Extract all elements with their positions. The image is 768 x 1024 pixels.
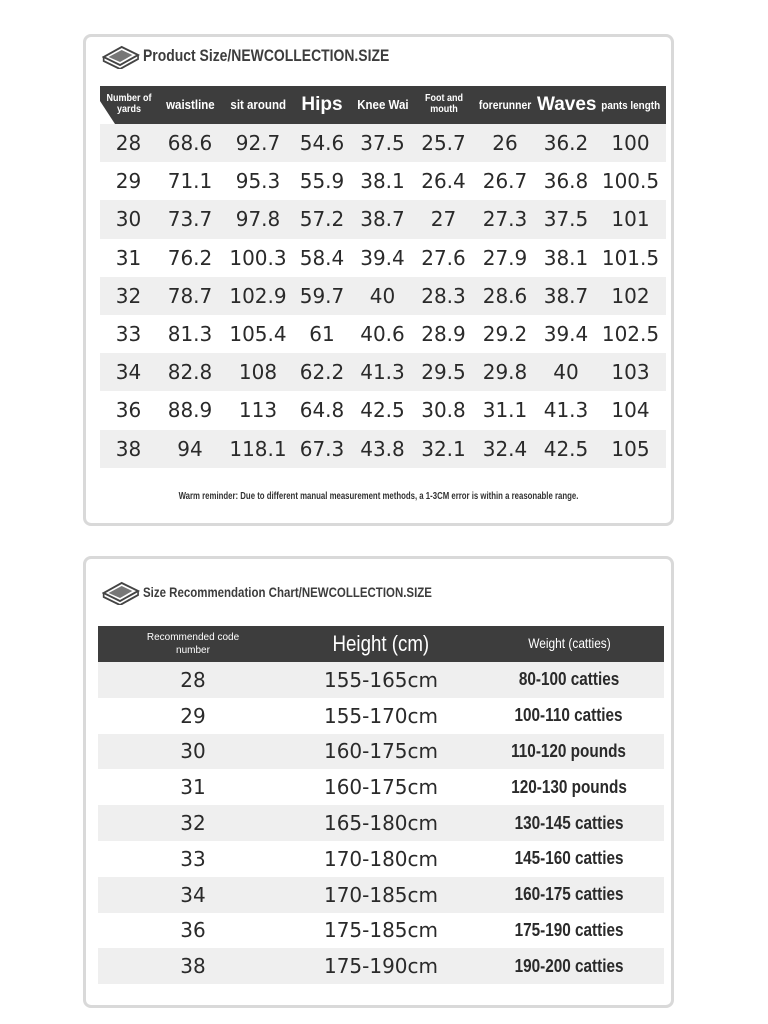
table-cell: 54.6 <box>293 124 351 162</box>
cell-text: 155-170cm <box>323 703 439 728</box>
table-cell: 67.3 <box>293 430 351 468</box>
cell-text: 34 <box>180 882 206 907</box>
table-cell: 88.9 <box>167 398 213 423</box>
table-cell: 105.4 <box>229 322 287 347</box>
table-row <box>100 277 666 315</box>
cell-text: 130-145 catties <box>514 812 624 833</box>
table-cell: 27.3 <box>473 200 537 238</box>
table-cell: 30.8 <box>421 398 466 423</box>
cell-text: 170-180cm <box>323 846 439 871</box>
table-cell: 40.6 <box>360 322 405 347</box>
table-cell: 118.1 <box>223 430 293 468</box>
header-recommended-code: Recommended code number <box>98 626 288 662</box>
table-cell: 76.2 <box>167 245 213 270</box>
table-cell: 104 <box>611 398 650 423</box>
header-foot-and-mouth: Foot and mouth <box>414 86 473 124</box>
table-row <box>98 698 664 734</box>
table-row <box>98 877 664 913</box>
cell-text: 31 <box>180 775 206 800</box>
table-row <box>98 734 664 770</box>
table-cell <box>98 698 288 734</box>
table-cell: 30 <box>100 200 157 238</box>
table-cell: 32.1 <box>414 430 473 468</box>
table-cell: 95.3 <box>235 169 281 194</box>
cell-text: 190-200 catties <box>514 955 624 976</box>
table-cell: 81.3 <box>167 322 213 347</box>
table-row <box>98 662 664 698</box>
header-height: Height (cm) <box>288 626 474 662</box>
table-row <box>98 913 664 949</box>
table-cell <box>474 913 664 949</box>
table-cell <box>288 734 474 770</box>
table-cell <box>288 877 474 913</box>
cell-text: 33 <box>180 846 206 871</box>
table-cell <box>288 913 474 949</box>
table-cell: 39.4 <box>360 245 405 270</box>
table-cell: 97.8 <box>223 200 293 238</box>
header-weight: Weight (catties) <box>474 626 664 662</box>
table-cell <box>98 662 288 698</box>
table-cell: 26 <box>473 124 537 162</box>
table-cell: 27.9 <box>482 245 528 270</box>
cell-text: 38 <box>180 954 206 979</box>
table-cell: 29 <box>115 169 142 194</box>
table-cell <box>288 841 474 877</box>
table-cell: 102.9 <box>223 277 293 315</box>
table-cell: 26.4 <box>421 169 466 194</box>
table-cell: 103 <box>595 353 666 391</box>
table-cell: 36.2 <box>537 124 595 162</box>
cell-text: 160-175cm <box>323 739 439 764</box>
table-cell: 68.6 <box>157 124 223 162</box>
table-row <box>98 769 664 805</box>
table-cell: 37.5 <box>537 200 595 238</box>
cell-text: 160-175cm <box>323 775 439 800</box>
table-cell: 34 <box>100 353 157 391</box>
table-cell: 28.6 <box>473 277 537 315</box>
size-chart-title: Product Size/NEWCOLLECTION.SIZE <box>143 46 390 65</box>
table-cell: 100 <box>595 124 666 162</box>
table-cell: 57.2 <box>293 200 351 238</box>
book-icon <box>102 579 140 605</box>
table-cell <box>288 698 474 734</box>
table-cell: 62.2 <box>293 353 351 391</box>
table-cell: 33 <box>115 322 142 347</box>
recommendation-title: Size Recommendation Chart/NEWCOLLECTION.SIZE <box>143 584 432 600</box>
table-row <box>100 162 666 200</box>
table-cell <box>98 877 288 913</box>
table-cell: 71.1 <box>167 169 213 194</box>
header-number-of-yards: Number of yards <box>100 86 157 124</box>
table-cell: 31 <box>115 245 142 270</box>
header-forerunner: forerunner <box>473 86 537 124</box>
measurement-reminder: Warm reminder: Due to different manual measurement methods, a 1-3CM error is within a reasonable range. <box>178 491 579 502</box>
size-chart-title-row <box>102 43 389 69</box>
cell-text: 28 <box>180 667 206 692</box>
table-cell: 38.7 <box>351 200 414 238</box>
header-hips: Hips <box>293 86 351 124</box>
table-cell: 100.3 <box>229 245 287 270</box>
table-cell: 28 <box>100 124 157 162</box>
table-cell: 42.5 <box>537 430 595 468</box>
table-cell: 32.4 <box>473 430 537 468</box>
table-cell <box>474 734 664 770</box>
table-row <box>100 353 666 391</box>
size-table <box>100 86 666 468</box>
table-cell <box>474 805 664 841</box>
cell-text: 32 <box>180 811 206 836</box>
table-cell: 27 <box>414 200 473 238</box>
cell-text: 145-160 catties <box>514 848 624 869</box>
table-cell: 29.5 <box>414 353 473 391</box>
table-cell: 36 <box>115 398 142 423</box>
cell-text: 175-185cm <box>323 918 439 943</box>
cell-text: 155-165cm <box>323 667 439 692</box>
cell-text: 160-175 catties <box>514 884 624 905</box>
table-row <box>98 805 664 841</box>
table-cell: 92.7 <box>223 124 293 162</box>
table-cell <box>98 913 288 949</box>
table-cell: 36.8 <box>543 169 589 194</box>
table-row <box>100 391 666 429</box>
recommendation-title-row <box>102 579 432 605</box>
size-table-header-row <box>100 86 666 124</box>
table-cell: 94 <box>157 430 223 468</box>
cell-text: 29 <box>180 703 206 728</box>
table-cell: 102 <box>595 277 666 315</box>
table-cell <box>288 662 474 698</box>
table-cell <box>288 769 474 805</box>
recommendation-header-row <box>98 626 664 662</box>
table-cell: 25.7 <box>414 124 473 162</box>
table-cell <box>474 662 664 698</box>
table-cell: 40 <box>537 353 595 391</box>
header-waves: Waves <box>537 86 595 124</box>
table-cell: 39.4 <box>543 322 589 347</box>
table-cell: 28.9 <box>421 322 466 347</box>
table-row <box>100 430 666 468</box>
table-cell <box>474 877 664 913</box>
book-icon <box>102 43 140 69</box>
table-cell: 108 <box>223 353 293 391</box>
table-cell: 40 <box>351 277 414 315</box>
table-cell: 61 <box>309 322 335 347</box>
table-cell: 59.7 <box>293 277 351 315</box>
table-cell <box>98 734 288 770</box>
table-cell: 42.5 <box>360 398 405 423</box>
table-cell: 101 <box>595 200 666 238</box>
header-sit-around: sit around <box>223 86 293 124</box>
cell-text: 36 <box>180 918 206 943</box>
table-cell: 41.3 <box>351 353 414 391</box>
table-cell: 38 <box>100 430 157 468</box>
cell-text: 30 <box>180 739 206 764</box>
table-cell: 102.5 <box>601 322 660 347</box>
table-cell: 78.7 <box>157 277 223 315</box>
table-cell: 27.6 <box>421 245 466 270</box>
header-pants-length: pants length <box>595 86 666 124</box>
table-row <box>100 200 666 238</box>
cell-text: 120-130 pounds <box>511 776 627 797</box>
table-cell <box>474 698 664 734</box>
cell-text: 170-185cm <box>323 882 439 907</box>
cell-text: 80-100 catties <box>518 669 620 690</box>
table-cell: 38.1 <box>543 245 589 270</box>
table-cell <box>474 769 664 805</box>
table-cell: 38.1 <box>360 169 405 194</box>
table-cell: 28.3 <box>414 277 473 315</box>
table-cell: 29.8 <box>473 353 537 391</box>
table-cell: 32 <box>100 277 157 315</box>
cell-text: 165-180cm <box>323 811 439 836</box>
table-cell: 100.5 <box>601 169 660 194</box>
cell-text: 110-120 pounds <box>511 740 627 761</box>
recommendation-table-body <box>98 662 664 984</box>
table-cell <box>474 948 664 984</box>
table-cell <box>288 805 474 841</box>
table-cell <box>98 805 288 841</box>
table-cell: 29.2 <box>482 322 528 347</box>
table-cell: 55.9 <box>299 169 345 194</box>
header-waistline: waistline <box>157 86 223 124</box>
table-cell: 73.7 <box>157 200 223 238</box>
size-chart-card <box>83 34 674 526</box>
table-cell: 38.7 <box>537 277 595 315</box>
table-cell <box>98 841 288 877</box>
table-cell: 26.7 <box>482 169 528 194</box>
header-knee-wai: Knee Wai <box>351 86 414 124</box>
table-cell: 43.8 <box>351 430 414 468</box>
table-cell: 41.3 <box>543 398 589 423</box>
table-cell <box>474 841 664 877</box>
table-cell: 101.5 <box>601 245 660 270</box>
cell-text: 175-190 catties <box>514 919 624 940</box>
table-row <box>98 841 664 877</box>
table-cell: 58.4 <box>299 245 345 270</box>
table-cell: 64.8 <box>299 398 345 423</box>
cell-text: 100-110 catties <box>514 705 624 726</box>
table-row <box>100 239 666 277</box>
table-cell: 37.5 <box>351 124 414 162</box>
table-cell: 31.1 <box>482 398 528 423</box>
table-row <box>100 315 666 353</box>
recommendation-card <box>83 556 674 1008</box>
table-cell: 113 <box>238 398 278 423</box>
table-cell <box>288 948 474 984</box>
table-cell: 82.8 <box>157 353 223 391</box>
recommendation-table <box>98 626 664 984</box>
size-table-body <box>100 124 666 468</box>
table-cell <box>98 769 288 805</box>
table-row <box>100 124 666 162</box>
table-row <box>98 948 664 984</box>
table-cell: 105 <box>595 430 666 468</box>
cell-text: 175-190cm <box>323 954 439 979</box>
table-cell <box>98 948 288 984</box>
